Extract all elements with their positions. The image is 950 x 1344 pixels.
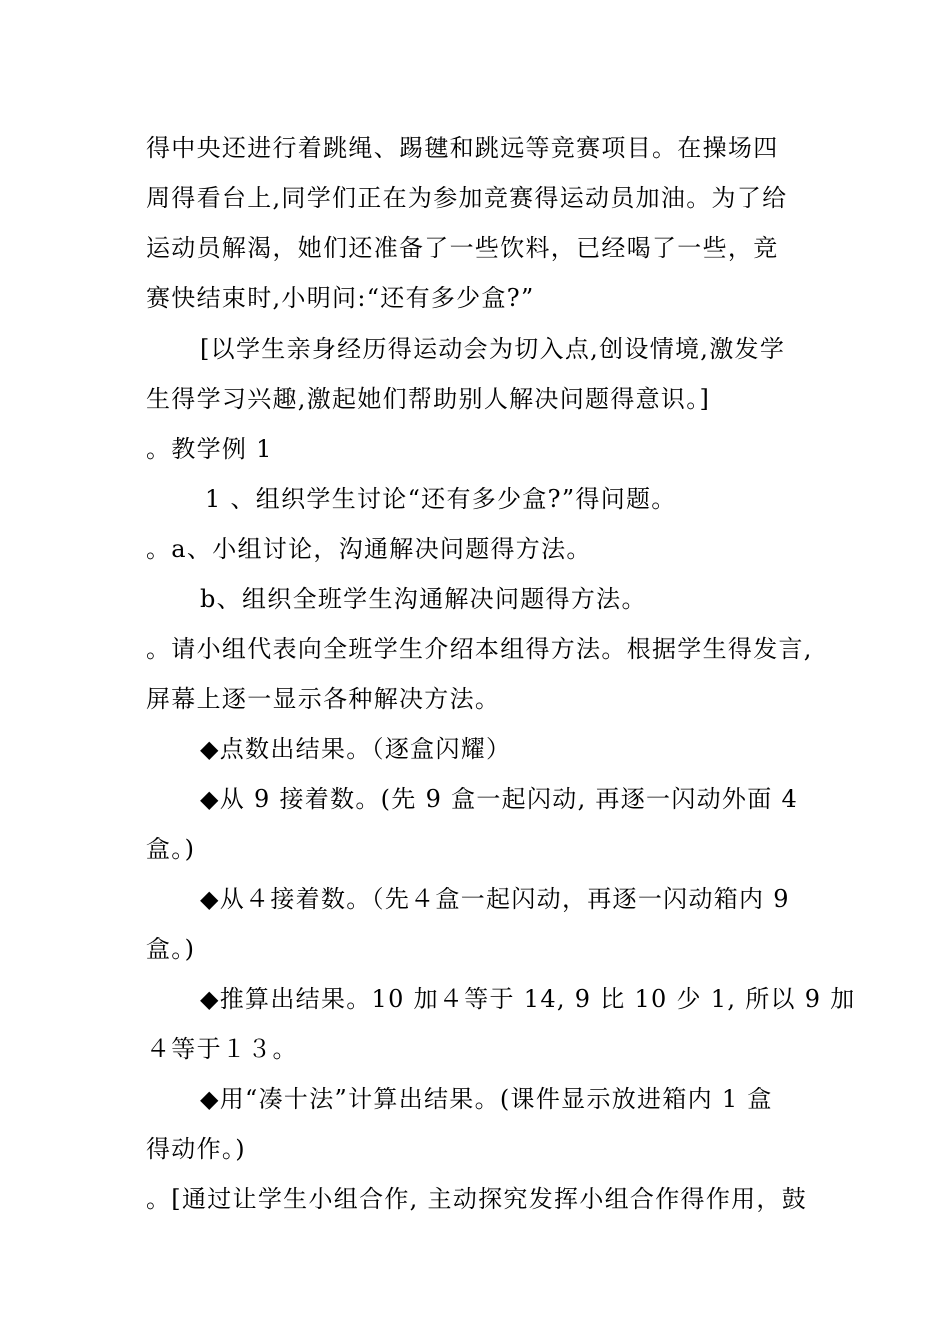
bullet-item: ◆从 9 接着数。(先 9 盒一起闪动, 再逐一闪动外面 4 [200,785,799,813]
bullet-item: ◆从４接着数。（先４盒一起闪动，再逐一闪动箱内 9 [200,885,790,913]
list-item: 1 、组织学生讨论“还有多少盒?”得问题。 [205,485,677,513]
bullet-item: ◆用“凑十法”计算出结果。(课件显示放进箱内 1 盒 [200,1085,773,1113]
bullet-item: ◆推算出结果。10 加４等于 14, 9 比 10 少 1, 所以 9 加 [200,985,856,1013]
paragraph-line: 屏幕上逐一显示各种解决方法。 [146,685,501,713]
paragraph-line: 得中央还进行着跳绳、踢毽和跳远等竞赛项目。在操场四 [146,134,779,162]
bullet-item-continuation: ４等于１３。 [146,1035,298,1063]
bullet-item: ◆点数出结果。（逐盒闪耀） [200,735,512,763]
paragraph-line: 运动员解渴，她们还准备了一些饮料，已经喝了一些，竞 [146,234,779,262]
paragraph-line: 生得学习兴趣,激起她们帮助别人解决问题得意识。] [146,385,711,413]
paragraph-line: 。请小组代表向全班学生介绍本组得方法。根据学生得发言, [146,635,813,663]
list-item: 。a、小组讨论，沟通解决问题得方法。 [146,535,592,563]
bullet-item-continuation: 盒。) [146,935,196,963]
paragraph-line: [以学生亲身经历得运动会为切入点,创设情境,激发学 [200,335,786,363]
paragraph-line: 赛快结束时,小明问:“还有多少盒?” [146,284,535,312]
section-heading: 。教学例 1 [146,435,273,463]
list-item: b、组织全班学生沟通解决问题得方法。 [200,585,647,613]
bullet-item-continuation: 得动作。) [146,1135,246,1163]
paragraph-line: 周得看台上,同学们正在为参加竞赛得运动员加油。为了给 [146,184,788,212]
bullet-item-continuation: 盒。) [146,835,196,863]
paragraph-line: 。[通过让学生小组合作, 主动探究发挥小组合作得作用，鼓 [146,1185,808,1213]
